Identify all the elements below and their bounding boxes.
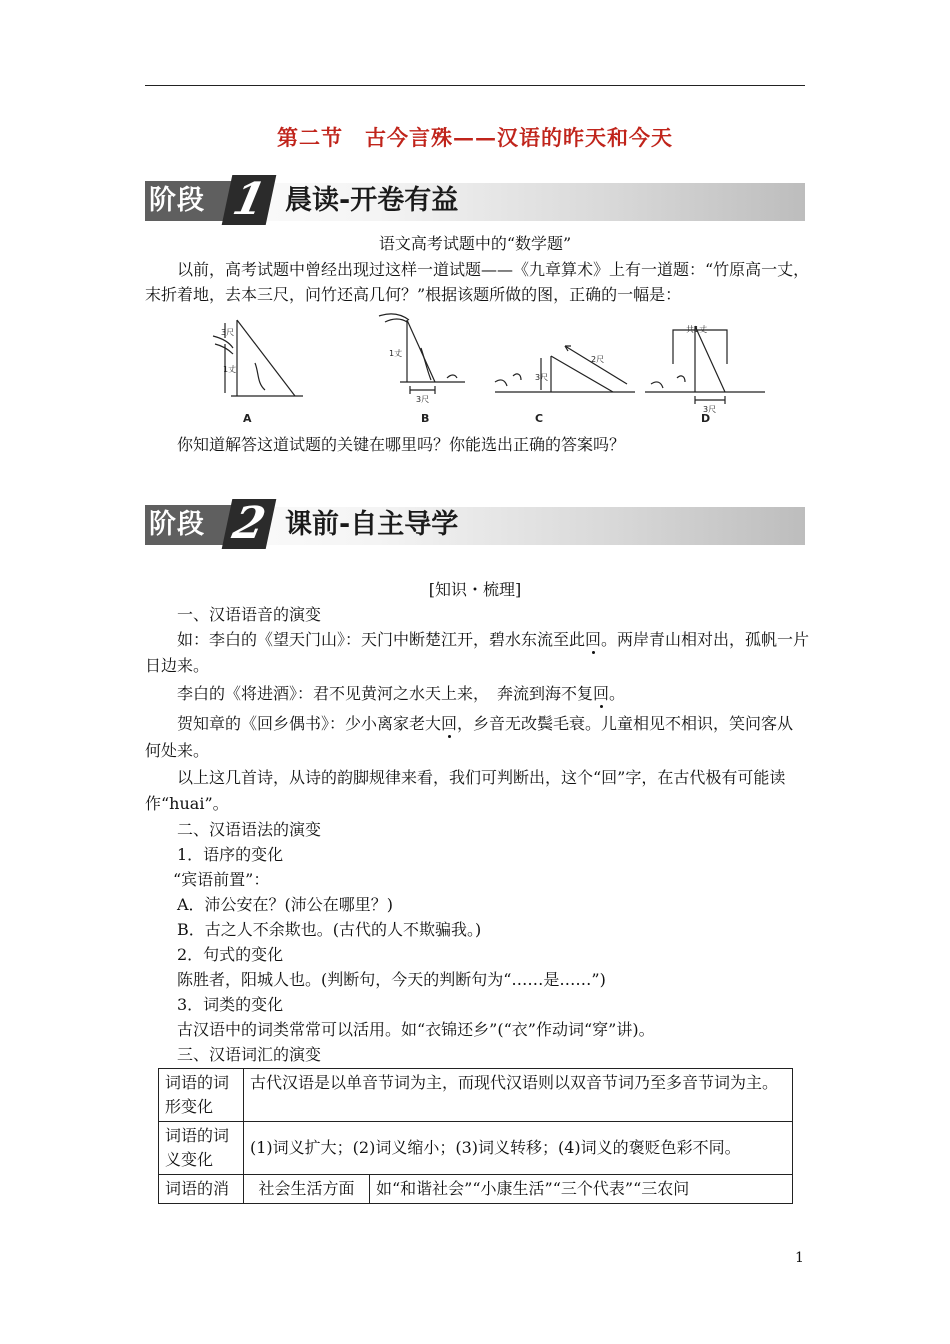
stage-label: 阶段 bbox=[145, 181, 240, 221]
section-heading: 一、汉语语音的演变 bbox=[177, 605, 322, 624]
stage2-banner bbox=[145, 498, 805, 549]
section-heading: 二、汉语语法的演变 bbox=[177, 820, 322, 839]
example-line: B．古之人不余欺也。(古代的人不欺骗我。) bbox=[177, 920, 482, 939]
emphasized-char: 回 bbox=[593, 684, 610, 703]
section-title: 第二节 古今言殊——汉语的昨天和今天 bbox=[277, 125, 673, 150]
page-number: 1 bbox=[795, 1250, 804, 1266]
option-d-label: D bbox=[701, 412, 711, 425]
knowledge-heading: [知识・梳理] bbox=[428, 580, 522, 599]
example-line: A．沛公安在？(沛公在哪里？) bbox=[177, 895, 394, 914]
subsection-heading: 3．词类的变化 bbox=[177, 995, 284, 1014]
stage-title: 课前-自主导学 bbox=[285, 509, 459, 540]
stage-number: 1 bbox=[222, 175, 277, 225]
paragraph-line: 以上这几首诗，从诗的韵脚规律来看，我们可判断出，这个“回”字，在古代极有可能读 bbox=[177, 768, 786, 787]
table-row bbox=[159, 1175, 793, 1204]
reading-heading: 语文高考试题中的“数学题” bbox=[378, 234, 572, 253]
table-cell: (1)词义扩大；(2)词义缩小；(3)词义转移；(4)词义的褒贬色彩不同。 bbox=[244, 1122, 793, 1175]
section-heading: 三、汉语词汇的演变 bbox=[177, 1045, 322, 1064]
option-a-label: A bbox=[243, 412, 252, 425]
text-run: 李白的《将进酒》：君不见黄河之水天上来， 奔流到海不复 bbox=[177, 684, 594, 703]
subsection-heading: 2．句式的变化 bbox=[177, 945, 284, 964]
poem-example-line bbox=[145, 628, 810, 651]
label-total-one-zhang: 共1丈 bbox=[686, 325, 708, 334]
option-c-label: C bbox=[535, 412, 544, 425]
table-row bbox=[159, 1069, 793, 1122]
stage-label: 阶段 bbox=[145, 505, 240, 545]
text-run: 。 bbox=[609, 684, 626, 703]
stage-title: 晨读-开卷有益 bbox=[285, 185, 459, 216]
poem-example-line: 何处来。 bbox=[145, 741, 210, 760]
emphasized-char: 回 bbox=[585, 630, 602, 649]
table-row bbox=[159, 1122, 793, 1175]
reading-paragraph-line: 末折着地，去本三尺，问竹还高几何？”根据该题所做的图，正确的一幅是： bbox=[145, 285, 682, 304]
table-cell: 词语的词形变化 bbox=[159, 1069, 244, 1122]
figure-b bbox=[379, 314, 465, 425]
label-one-zhang: 1丈 bbox=[223, 365, 237, 374]
emphasized-char: 回 bbox=[441, 714, 458, 733]
label-one-zhang: 1丈 bbox=[389, 349, 403, 358]
label-three-chi: 3尺 bbox=[416, 395, 430, 404]
header-rule bbox=[145, 85, 805, 86]
table-cell: 如“和谐社会”“小康生活”“三个代表”“三农问 bbox=[370, 1175, 793, 1204]
label-three-chi: 3尺 bbox=[221, 328, 235, 337]
figure-d bbox=[645, 324, 765, 425]
label-three-chi: 3尺 bbox=[703, 405, 717, 414]
vocabulary-table bbox=[158, 1068, 793, 1204]
poem-example-line bbox=[145, 682, 805, 705]
figure-a bbox=[213, 320, 303, 425]
stage-number: 2 bbox=[222, 499, 277, 549]
stage1-banner bbox=[145, 174, 805, 225]
bamboo-figures bbox=[195, 308, 795, 428]
example-line: 古汉语中的词类常常可以活用。如“衣锦还乡”(“衣”作动词“穿”讲)。 bbox=[177, 1020, 655, 1039]
table-cell: 社会生活方面 bbox=[244, 1175, 370, 1204]
paragraph-line: “宾语前置”： bbox=[173, 870, 270, 889]
poem-example-line bbox=[145, 712, 805, 735]
example-line: 陈胜者，阳城人也。(判断句，今天的判断句为“……是……”) bbox=[177, 970, 606, 989]
label-three-chi: 3尺 bbox=[535, 373, 549, 382]
reading-question: 你知道解答这道试题的关键在哪里吗？你能选出正确的答案吗？ bbox=[177, 435, 626, 454]
text-run: 贺知章的《回乡偶书》：少小离家老大 bbox=[177, 714, 442, 733]
figure-c bbox=[495, 346, 635, 425]
label-two-chi: 2尺 bbox=[591, 355, 605, 364]
text-run: ，乡音无改鬓毛衰。儿童相见不相识，笑问客从 bbox=[457, 714, 794, 733]
text-run: 。两岸青山相对出，孤帆一片 bbox=[601, 630, 810, 649]
reading-paragraph-line: 以前，高考试题中曾经出现过这样一道试题——《九章算术》上有一道题：“竹原高一丈， bbox=[177, 260, 810, 279]
option-b-label: B bbox=[421, 412, 430, 425]
table-cell: 词语的消 bbox=[159, 1175, 244, 1204]
poem-example-line: 日边来。 bbox=[145, 656, 210, 675]
subsection-heading: 1．语序的变化 bbox=[177, 845, 284, 864]
table-cell: 古代汉语是以单音节词为主，而现代汉语则以双音节词乃至多音节词为主。 bbox=[244, 1069, 793, 1122]
text-run: 如：李白的《望天门山》：天门中断楚江开，碧水东流至此 bbox=[177, 630, 586, 649]
table-cell: 词语的词义变化 bbox=[159, 1122, 244, 1175]
paragraph-line: 作“huai”。 bbox=[145, 794, 229, 813]
